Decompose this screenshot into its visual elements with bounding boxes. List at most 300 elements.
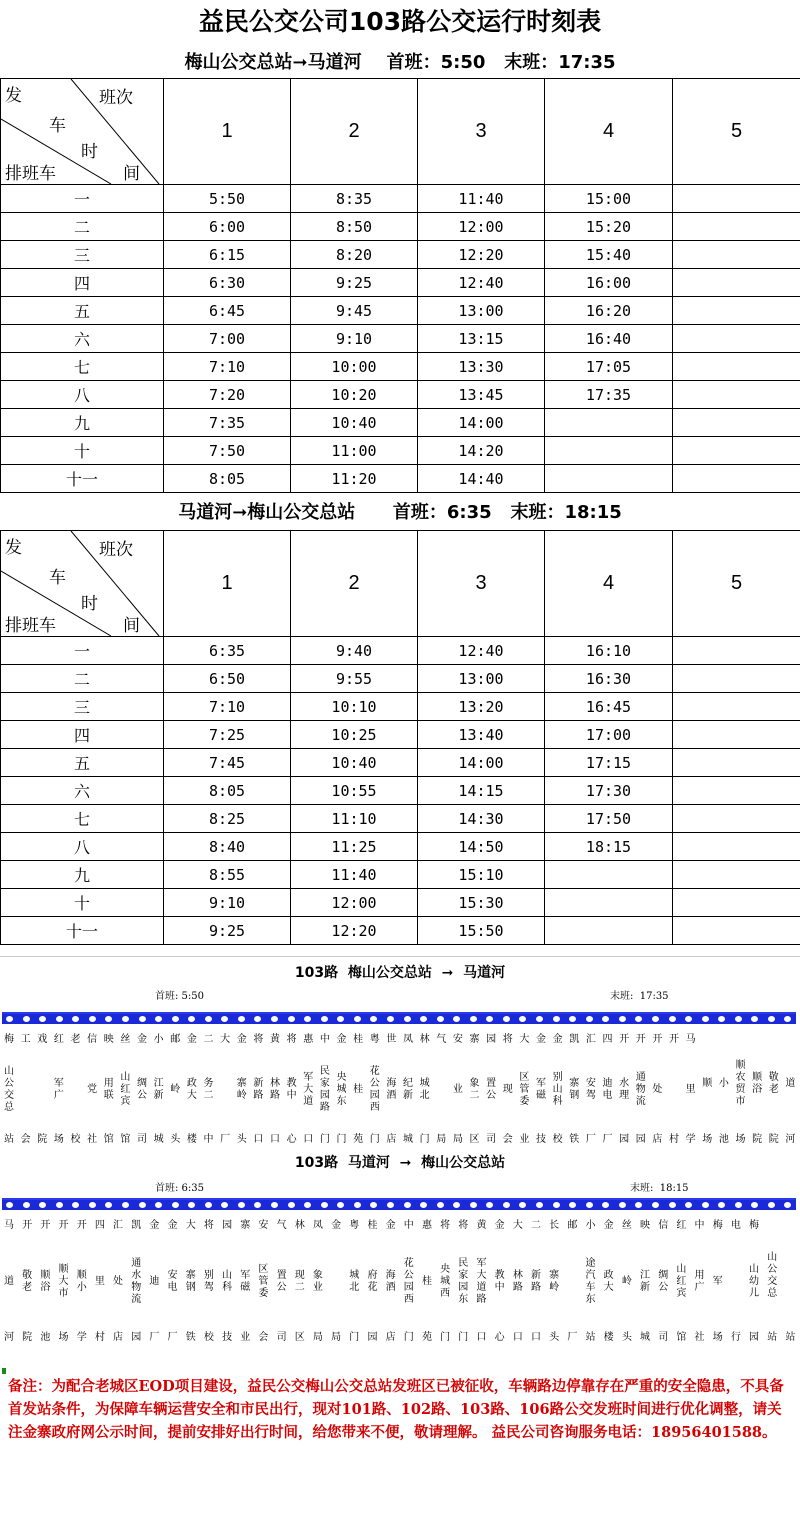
station-mid-text: 象业 bbox=[312, 1270, 323, 1293]
station-top: 凤 bbox=[403, 1034, 413, 1045]
station bbox=[365, 1220, 379, 1344]
station bbox=[674, 1220, 688, 1344]
row-label: 十一 bbox=[1, 917, 164, 945]
station-top: 红 bbox=[53, 1034, 64, 1045]
station-mid bbox=[474, 1232, 488, 1332]
stop-dot bbox=[6, 1016, 13, 1022]
station bbox=[218, 1034, 232, 1146]
station-mid-text: 纪新 bbox=[403, 1078, 413, 1101]
station-bottom: 院 bbox=[22, 1332, 33, 1343]
row-label: 九 bbox=[1, 409, 164, 437]
table-row bbox=[1, 213, 800, 241]
station-bottom: 会 bbox=[502, 1134, 513, 1145]
station-mid-text: 寨钢 bbox=[569, 1078, 580, 1101]
station-top: 开 bbox=[619, 1034, 630, 1045]
row-label: 三 bbox=[1, 241, 164, 269]
time-cell bbox=[545, 409, 673, 437]
station bbox=[601, 1034, 615, 1146]
station-mid-text: 寨岭 bbox=[236, 1078, 247, 1101]
column-header: 1 bbox=[164, 79, 291, 185]
column-header: 5 bbox=[673, 79, 800, 185]
station-mid bbox=[402, 1232, 416, 1332]
station-top: 金 bbox=[331, 1220, 342, 1231]
table-row bbox=[1, 297, 800, 325]
station-mid-text: 用广 bbox=[694, 1270, 705, 1293]
station-mid-text: 岭 bbox=[170, 1084, 181, 1095]
station-mid bbox=[368, 1046, 382, 1134]
station-bottom: 心 bbox=[494, 1332, 505, 1343]
station-mid-text: 军大道 bbox=[303, 1072, 314, 1107]
station bbox=[318, 1034, 332, 1146]
station-bottom: 业 bbox=[240, 1332, 251, 1343]
station-bottom: 头 bbox=[170, 1134, 181, 1145]
station-bottom: 池 bbox=[718, 1134, 729, 1145]
time-cell: 6:30 bbox=[164, 269, 291, 297]
time-cell bbox=[673, 185, 800, 213]
station-top: 梅 bbox=[712, 1220, 723, 1231]
station-bottom: 馆 bbox=[120, 1134, 131, 1145]
time-cell: 13:20 bbox=[418, 693, 545, 721]
station-bottom: 门 bbox=[419, 1134, 430, 1145]
station-mid bbox=[384, 1046, 398, 1134]
stop-dot bbox=[387, 1016, 394, 1022]
station-top: 将 bbox=[286, 1034, 297, 1045]
station-mid-text: 绸公 bbox=[658, 1270, 669, 1293]
station-bottom: 院 bbox=[37, 1134, 48, 1145]
stop-dot bbox=[288, 1202, 295, 1208]
station-top: 马 bbox=[685, 1034, 696, 1045]
station-top: 大 bbox=[519, 1034, 530, 1045]
time-cell: 6:35 bbox=[164, 637, 291, 665]
station-mid-text: 里 bbox=[94, 1276, 105, 1287]
table-row bbox=[1, 465, 800, 493]
stop-dot bbox=[172, 1016, 179, 1022]
station bbox=[767, 1034, 781, 1146]
stop-dot bbox=[486, 1016, 493, 1022]
station-bottom: 行 bbox=[730, 1332, 741, 1343]
station-mid bbox=[503, 1046, 513, 1134]
station-bottom: 院 bbox=[768, 1134, 779, 1145]
station-mid bbox=[20, 1232, 34, 1332]
time-cell: 7:10 bbox=[164, 353, 291, 381]
stop-dot bbox=[221, 1016, 228, 1022]
time-cell: 9:40 bbox=[291, 637, 418, 665]
column-header: 3 bbox=[418, 79, 545, 185]
time-cell bbox=[673, 861, 800, 889]
time-cell: 11:10 bbox=[291, 805, 418, 833]
station-mid bbox=[511, 1232, 525, 1332]
time-cell: 13:45 bbox=[418, 381, 545, 409]
stop-dot bbox=[122, 1202, 129, 1208]
time-cell: 13:40 bbox=[418, 721, 545, 749]
stop-dot bbox=[669, 1202, 676, 1208]
corner-label-mid1: 车 bbox=[49, 116, 66, 136]
stop-dot bbox=[354, 1016, 361, 1022]
station bbox=[493, 1220, 507, 1344]
table-row bbox=[1, 637, 800, 665]
stop-dot bbox=[238, 1202, 245, 1208]
station bbox=[529, 1220, 543, 1344]
stop-dot bbox=[669, 1016, 676, 1022]
time-cell: 7:25 bbox=[164, 721, 291, 749]
station-mid-text: 里 bbox=[685, 1084, 696, 1095]
station-bottom: 场 bbox=[53, 1134, 64, 1145]
station-mid bbox=[152, 1046, 166, 1134]
station bbox=[656, 1220, 670, 1344]
station-mid-text: 教中 bbox=[494, 1270, 505, 1293]
station-mid bbox=[185, 1046, 199, 1134]
station-mid-text: 敬老 bbox=[22, 1270, 33, 1293]
stop-dot bbox=[337, 1016, 344, 1022]
station-top: 四 bbox=[94, 1220, 105, 1231]
station bbox=[468, 1034, 482, 1146]
time-cell: 14:50 bbox=[418, 833, 545, 861]
station-top: 安 bbox=[258, 1220, 269, 1231]
station-top: 中 bbox=[319, 1034, 330, 1045]
station-bottom: 河 bbox=[4, 1332, 14, 1343]
station bbox=[729, 1220, 743, 1344]
station bbox=[384, 1220, 398, 1344]
stop-dot bbox=[271, 1202, 278, 1208]
stop-dot bbox=[221, 1202, 228, 1208]
time-cell bbox=[673, 269, 800, 297]
station-bottom: 城 bbox=[640, 1332, 651, 1343]
station-mid bbox=[468, 1046, 482, 1134]
station-bottom: 区 bbox=[469, 1134, 480, 1145]
time-cell: 6:00 bbox=[164, 213, 291, 241]
station-bottom: 门 bbox=[336, 1134, 347, 1145]
station-mid bbox=[311, 1232, 325, 1332]
station-mid-text: 顺小 bbox=[76, 1270, 87, 1293]
station bbox=[547, 1220, 561, 1344]
row-label: 十 bbox=[1, 889, 164, 917]
station bbox=[102, 1034, 116, 1146]
station bbox=[602, 1220, 616, 1344]
time-cell: 7:10 bbox=[164, 693, 291, 721]
station-mid bbox=[4, 1232, 14, 1332]
time-cell: 14:20 bbox=[418, 437, 545, 465]
stop-dot bbox=[271, 1016, 278, 1022]
stop-dot bbox=[536, 1202, 543, 1208]
station-bottom: 村 bbox=[94, 1332, 105, 1343]
station-top: 凯 bbox=[569, 1034, 580, 1045]
station-top: 黄 bbox=[270, 1034, 280, 1045]
corner-label-mid1: 车 bbox=[49, 568, 66, 588]
station-bottom: 头 bbox=[549, 1332, 560, 1343]
corner-header-cell bbox=[1, 79, 164, 185]
station-mid bbox=[301, 1046, 315, 1134]
station bbox=[152, 1034, 166, 1146]
time-cell bbox=[673, 637, 800, 665]
stop-dot bbox=[56, 1016, 63, 1022]
column-header: 2 bbox=[291, 79, 418, 185]
table-row bbox=[1, 437, 800, 465]
station-bottom: 门 bbox=[369, 1134, 380, 1145]
station-mid-text: 顺农贸市 bbox=[735, 1060, 746, 1107]
table2 bbox=[0, 530, 800, 945]
station-top: 金 bbox=[336, 1034, 347, 1045]
table-row bbox=[1, 777, 800, 805]
station-top: 中 bbox=[694, 1220, 705, 1231]
time-cell: 10:25 bbox=[291, 721, 418, 749]
station-mid bbox=[601, 1046, 615, 1134]
station-mid-text: 教中 bbox=[286, 1078, 297, 1101]
station-bottom: 门 bbox=[349, 1332, 360, 1343]
time-cell: 14:00 bbox=[418, 409, 545, 437]
station-bottom: 园 bbox=[635, 1134, 646, 1145]
marker bbox=[2, 1368, 6, 1374]
table-row bbox=[1, 917, 800, 945]
stop-dot bbox=[569, 1202, 576, 1208]
station-bottom: 口 bbox=[530, 1332, 541, 1343]
station bbox=[584, 1034, 598, 1146]
station bbox=[85, 1034, 99, 1146]
station-mid-text: 府花 bbox=[367, 1270, 378, 1293]
corner-label-bottom-left: 排班车 bbox=[5, 616, 56, 636]
station-mid-text: 顺大市 bbox=[58, 1264, 69, 1299]
time-cell bbox=[545, 889, 673, 917]
station-bottom: 园 bbox=[131, 1332, 142, 1343]
table-row bbox=[1, 693, 800, 721]
station bbox=[511, 1220, 525, 1344]
station-top: 马 bbox=[4, 1220, 14, 1231]
station bbox=[700, 1034, 714, 1146]
station-mid bbox=[617, 1046, 631, 1134]
station-top: 邮 bbox=[567, 1220, 578, 1231]
station-mid-text: 区管委 bbox=[519, 1072, 530, 1107]
row-label: 九 bbox=[1, 861, 164, 889]
station-mid-text: 山科 bbox=[222, 1270, 233, 1293]
time-cell: 5:50 bbox=[164, 185, 291, 213]
station-mid-text: 海酒 bbox=[386, 1078, 397, 1101]
table-row bbox=[1, 269, 800, 297]
station-mid bbox=[634, 1046, 648, 1134]
station-bottom: 口 bbox=[476, 1332, 487, 1343]
time-cell bbox=[673, 693, 800, 721]
station-mid bbox=[87, 1046, 97, 1134]
station bbox=[301, 1034, 315, 1146]
station-mid-text: 军磁 bbox=[536, 1078, 546, 1101]
station-mid-text: 迪电 bbox=[602, 1078, 613, 1101]
station-mid bbox=[256, 1232, 270, 1332]
stop-dot bbox=[238, 1016, 245, 1022]
station-bottom: 口 bbox=[303, 1134, 314, 1145]
row-label: 五 bbox=[1, 297, 164, 325]
time-cell: 15:30 bbox=[418, 889, 545, 917]
station-top: 信 bbox=[658, 1220, 669, 1231]
time-cell bbox=[673, 297, 800, 325]
station bbox=[747, 1220, 761, 1344]
stop-dot bbox=[586, 1202, 593, 1208]
station-bottom: 馆 bbox=[103, 1134, 114, 1145]
station-bottom: 局 bbox=[452, 1134, 463, 1145]
station-mid bbox=[2, 1046, 16, 1134]
station bbox=[185, 1034, 199, 1146]
station-mid bbox=[202, 1232, 216, 1332]
station-top: 开 bbox=[22, 1220, 33, 1231]
route-down-bar bbox=[2, 1198, 796, 1210]
time-cell: 16:00 bbox=[545, 269, 673, 297]
stop-dot bbox=[470, 1202, 477, 1208]
station bbox=[693, 1220, 707, 1344]
station-top: 金 bbox=[186, 1034, 197, 1045]
station-mid-text: 敬老 bbox=[768, 1072, 779, 1095]
time-cell: 7:00 bbox=[164, 325, 291, 353]
stop-dot bbox=[155, 1016, 162, 1022]
corner-label-top-right: 班次 bbox=[99, 88, 133, 108]
stop-dot bbox=[254, 1016, 261, 1022]
station-top: 映 bbox=[640, 1220, 651, 1231]
station-top: 电 bbox=[730, 1220, 741, 1231]
station-top: 粤 bbox=[369, 1034, 380, 1045]
station-bottom: 店 bbox=[652, 1134, 663, 1145]
station bbox=[347, 1220, 361, 1344]
station bbox=[734, 1034, 748, 1146]
stop-dot bbox=[453, 1202, 460, 1208]
time-cell: 12:40 bbox=[418, 269, 545, 297]
time-cell: 13:00 bbox=[418, 665, 545, 693]
station-top: 金 bbox=[385, 1220, 396, 1231]
station-mid bbox=[656, 1232, 670, 1332]
table2-heading: 马道河➞梅山公交总站 首班：6:35 末班：18:15 bbox=[178, 502, 622, 523]
station-mid bbox=[567, 1046, 581, 1134]
station-mid bbox=[622, 1232, 632, 1332]
column-header: 2 bbox=[291, 531, 418, 637]
time-cell: 10:00 bbox=[291, 353, 418, 381]
row-label: 二 bbox=[1, 665, 164, 693]
stop-dot bbox=[56, 1202, 63, 1208]
station-top: 将 bbox=[440, 1220, 451, 1231]
station-mid-text: 政大 bbox=[186, 1078, 197, 1101]
stop-dot bbox=[652, 1016, 659, 1022]
table-row bbox=[1, 665, 800, 693]
station-mid-text: 山红宾 bbox=[676, 1264, 687, 1299]
station-mid bbox=[534, 1046, 548, 1134]
station-bottom: 城 bbox=[403, 1134, 413, 1145]
row-label: 六 bbox=[1, 777, 164, 805]
stop-dot bbox=[72, 1016, 79, 1022]
station-top: 老 bbox=[70, 1034, 81, 1045]
table-row bbox=[1, 241, 800, 269]
station-top: 开 bbox=[40, 1220, 51, 1231]
station-bottom: 校 bbox=[203, 1332, 214, 1343]
column-header: 4 bbox=[545, 79, 673, 185]
station-mid-text: 军 bbox=[712, 1276, 723, 1287]
time-cell: 9:25 bbox=[164, 917, 291, 945]
station-mid bbox=[693, 1232, 707, 1332]
station-mid bbox=[118, 1046, 132, 1134]
stop-dot bbox=[39, 1016, 46, 1022]
station-bottom: 铁 bbox=[569, 1134, 580, 1145]
station bbox=[2, 1034, 16, 1146]
station-mid-text: 山红宾 bbox=[120, 1072, 131, 1107]
time-cell: 7:35 bbox=[164, 409, 291, 437]
table-row bbox=[1, 889, 800, 917]
stop-dot bbox=[72, 1202, 79, 1208]
time-cell: 13:00 bbox=[418, 297, 545, 325]
time-cell: 6:15 bbox=[164, 241, 291, 269]
station-mid bbox=[453, 1046, 463, 1134]
station-mid-text: 通水物流 bbox=[131, 1258, 142, 1305]
stop-dot bbox=[735, 1016, 742, 1022]
station bbox=[783, 1034, 797, 1146]
time-cell: 10:20 bbox=[291, 381, 418, 409]
station-mid-text: 山幼儿 bbox=[749, 1264, 760, 1299]
station bbox=[438, 1220, 452, 1344]
stop-dot bbox=[784, 1202, 791, 1208]
time-cell: 8:05 bbox=[164, 777, 291, 805]
time-cell bbox=[673, 381, 800, 409]
station-top: 世 bbox=[386, 1034, 397, 1045]
station-top: 安 bbox=[452, 1034, 463, 1045]
station-mid bbox=[38, 1232, 52, 1332]
stop-dot bbox=[751, 1202, 758, 1208]
time-cell: 15:20 bbox=[545, 213, 673, 241]
station-mid-text: 花公园西 bbox=[369, 1066, 380, 1113]
time-cell: 6:45 bbox=[164, 297, 291, 325]
station-top: 二 bbox=[203, 1034, 214, 1045]
station-mid bbox=[767, 1034, 781, 1134]
row-label: 七 bbox=[1, 805, 164, 833]
page-title: 益民公交公司103路公交运行时刻表 bbox=[198, 7, 602, 36]
time-cell: 8:20 bbox=[291, 241, 418, 269]
station bbox=[667, 1034, 681, 1146]
stop-dot bbox=[635, 1202, 642, 1208]
station-mid-text: 党 bbox=[87, 1084, 98, 1095]
time-cell bbox=[545, 861, 673, 889]
route-up-bar bbox=[2, 1012, 796, 1024]
station-bottom: 口 bbox=[270, 1134, 280, 1145]
station-top: 中 bbox=[403, 1220, 414, 1231]
route-up-last: 末班: 17:35 bbox=[610, 991, 669, 1002]
station bbox=[129, 1220, 143, 1344]
route-up-first: 首班: 5:50 bbox=[155, 991, 205, 1002]
time-cell: 15:40 bbox=[545, 241, 673, 269]
station-top: 邮 bbox=[170, 1034, 181, 1045]
station-bottom: 校 bbox=[70, 1134, 81, 1145]
station-mid bbox=[202, 1046, 216, 1134]
station-top: 开 bbox=[635, 1034, 646, 1045]
stop-dot bbox=[437, 1016, 444, 1022]
station-top: 小 bbox=[153, 1034, 164, 1045]
station-top: 梅 bbox=[4, 1034, 14, 1045]
station-bottom: 场 bbox=[58, 1332, 69, 1343]
stop-dot bbox=[486, 1202, 493, 1208]
station bbox=[551, 1034, 565, 1146]
station-mid-text: 现二 bbox=[294, 1270, 305, 1293]
station-mid bbox=[551, 1046, 565, 1134]
time-cell: 16:10 bbox=[545, 637, 673, 665]
time-cell: 8:05 bbox=[164, 465, 291, 493]
stop-dot bbox=[205, 1016, 212, 1022]
station-mid bbox=[365, 1232, 379, 1332]
time-cell bbox=[673, 777, 800, 805]
station-top: 二 bbox=[530, 1220, 541, 1231]
stop-dot bbox=[702, 1202, 709, 1208]
time-cell: 14:00 bbox=[418, 749, 545, 777]
station bbox=[19, 1034, 33, 1146]
station-top: 信 bbox=[87, 1034, 98, 1045]
station-mid bbox=[95, 1232, 105, 1332]
time-cell bbox=[673, 437, 800, 465]
corner-label-top-left: 发 bbox=[5, 538, 22, 558]
station-mid-text: 安驾 bbox=[585, 1078, 596, 1101]
station-mid-text: 央城西 bbox=[440, 1264, 451, 1299]
station-bottom: 门 bbox=[458, 1332, 469, 1343]
station-mid bbox=[418, 1046, 432, 1134]
station bbox=[268, 1034, 282, 1146]
table-row bbox=[1, 721, 800, 749]
